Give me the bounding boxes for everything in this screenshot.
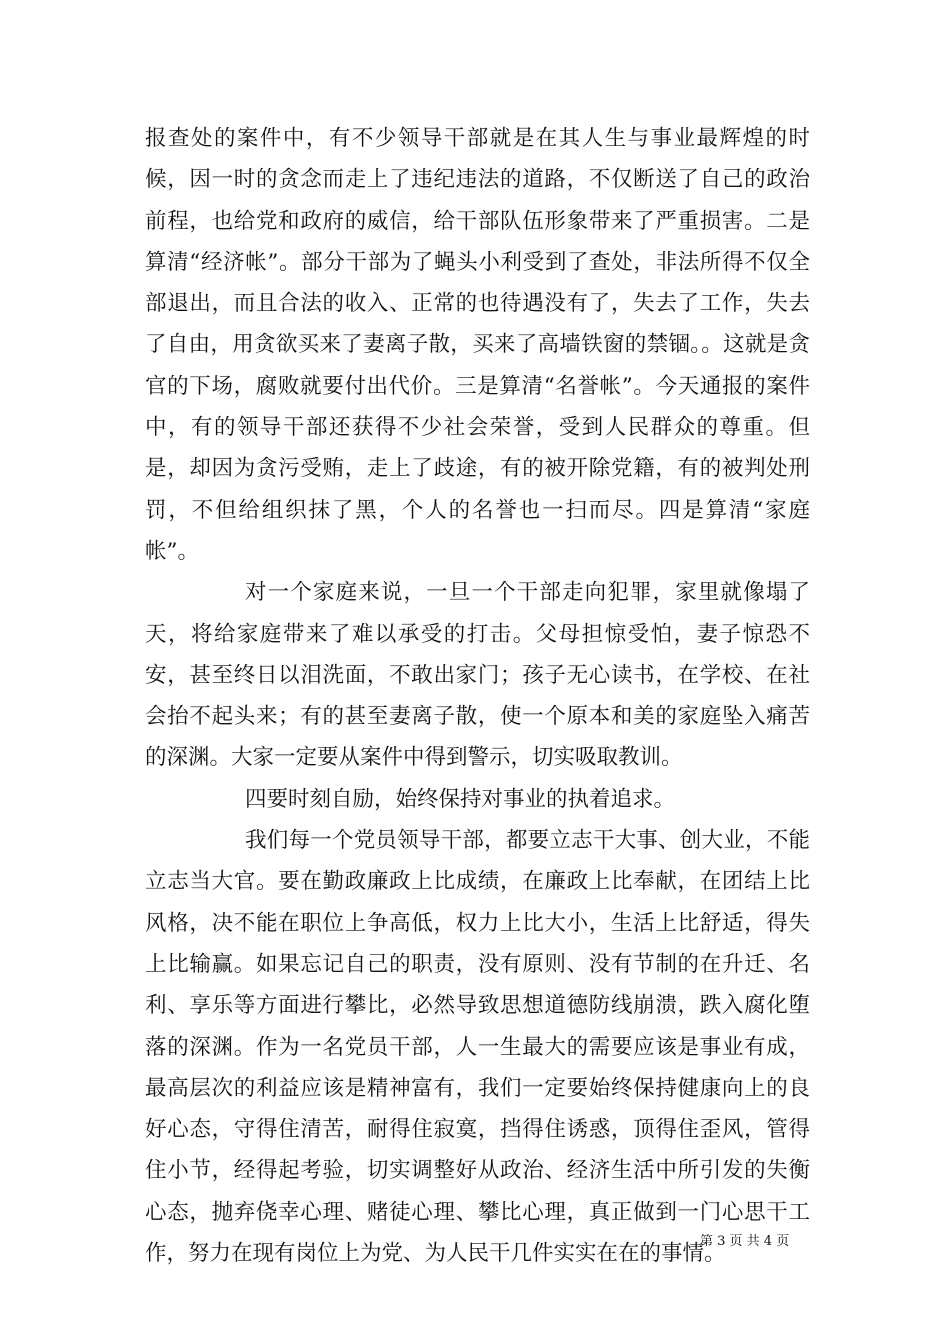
paragraph-family: 对一个家庭来说，一旦一个干部走向犯罪，家里就像塌了天，将给家庭带来了难以承受的打击。父母担惊受怕，妻子惊恐不安，甚至终日以泪洗面，不敢出家门；孩子无心读书，在学校、在社会抬不起头来；有的甚至妻离子散，使一个原本和美的家庭坠入痛苦的深渊。大家一定要从案件中得到警示，切实吸取教训。 bbox=[145, 580, 810, 771]
paragraph-accounts: 报查处的案件中，有不少领导干部就是在其人生与事业最辉煌的时候，因一时的贪念而走上了违纪违法的道路，不仅断送了自己的政治前程，也给党和政府的威信，给干部队伍形象带来了严重损害。二是算清“经济帐”。部分干部为了蝇头小利受到了查处，非法所得不仅全部退出，而且合法的收入、正常的也待遇没有了，失去了工作，失去了自由，用贪欲买来了妻离子散，买来了高墙铁窗的禁锢。。这就是贪官的下场，腐败就要付出代价。三是算清“名誉帐”。今天通报的案件中，有的领导干部还获得不少社会荣誉，受到人民群众的尊重。但是，却因为贪污受贿，走上了歧途，有的被开除党籍，有的被判处刑罚，不但给组织抹了黑，个人的名誉也一扫而尽。四是算清“家庭帐”。 bbox=[145, 126, 810, 564]
section-heading-self-motivation: 四要时刻自励，始终保持对事业的执着追求。 bbox=[245, 786, 676, 812]
page-number-footer: 第 3 页 共 4 页 bbox=[700, 1234, 790, 1249]
paragraph-career-pursuit: 我们每一个党员领导干部，都要立志干大事、创大业，不能立志当大官。要在勤政廉政上比成绩，在廉政上比奉献，在团结上比风格，决不能在职位上争高低，权力上比大小，生活上比舒适，得失上比输赢。如果忘记自己的职责，没有原则、没有节制的在升迁、名利、享乐等方面进行攀比，必然导致思想道德防线崩溃，跌入腐化堕落的深渊。作为一名党员干部，人一生最大的需要应该是事业有成，最高层次的利益应该是精神富有，我们一定要始终保持健康向上的良好心态，守得住清苦，耐得住寂寞，挡得住诱惑，顶得住歪风，管得住小节，经得起考验，切实调整好从政治、经济生活中所引发的失衡心态，抛弃侥幸心理、赌徒心理、攀比心理，真正做到一门心思干工作，努力在现有岗位上为党、为人民干几件实实在在的事情。 bbox=[145, 828, 810, 1267]
document-body bbox=[145, 118, 810, 1274]
